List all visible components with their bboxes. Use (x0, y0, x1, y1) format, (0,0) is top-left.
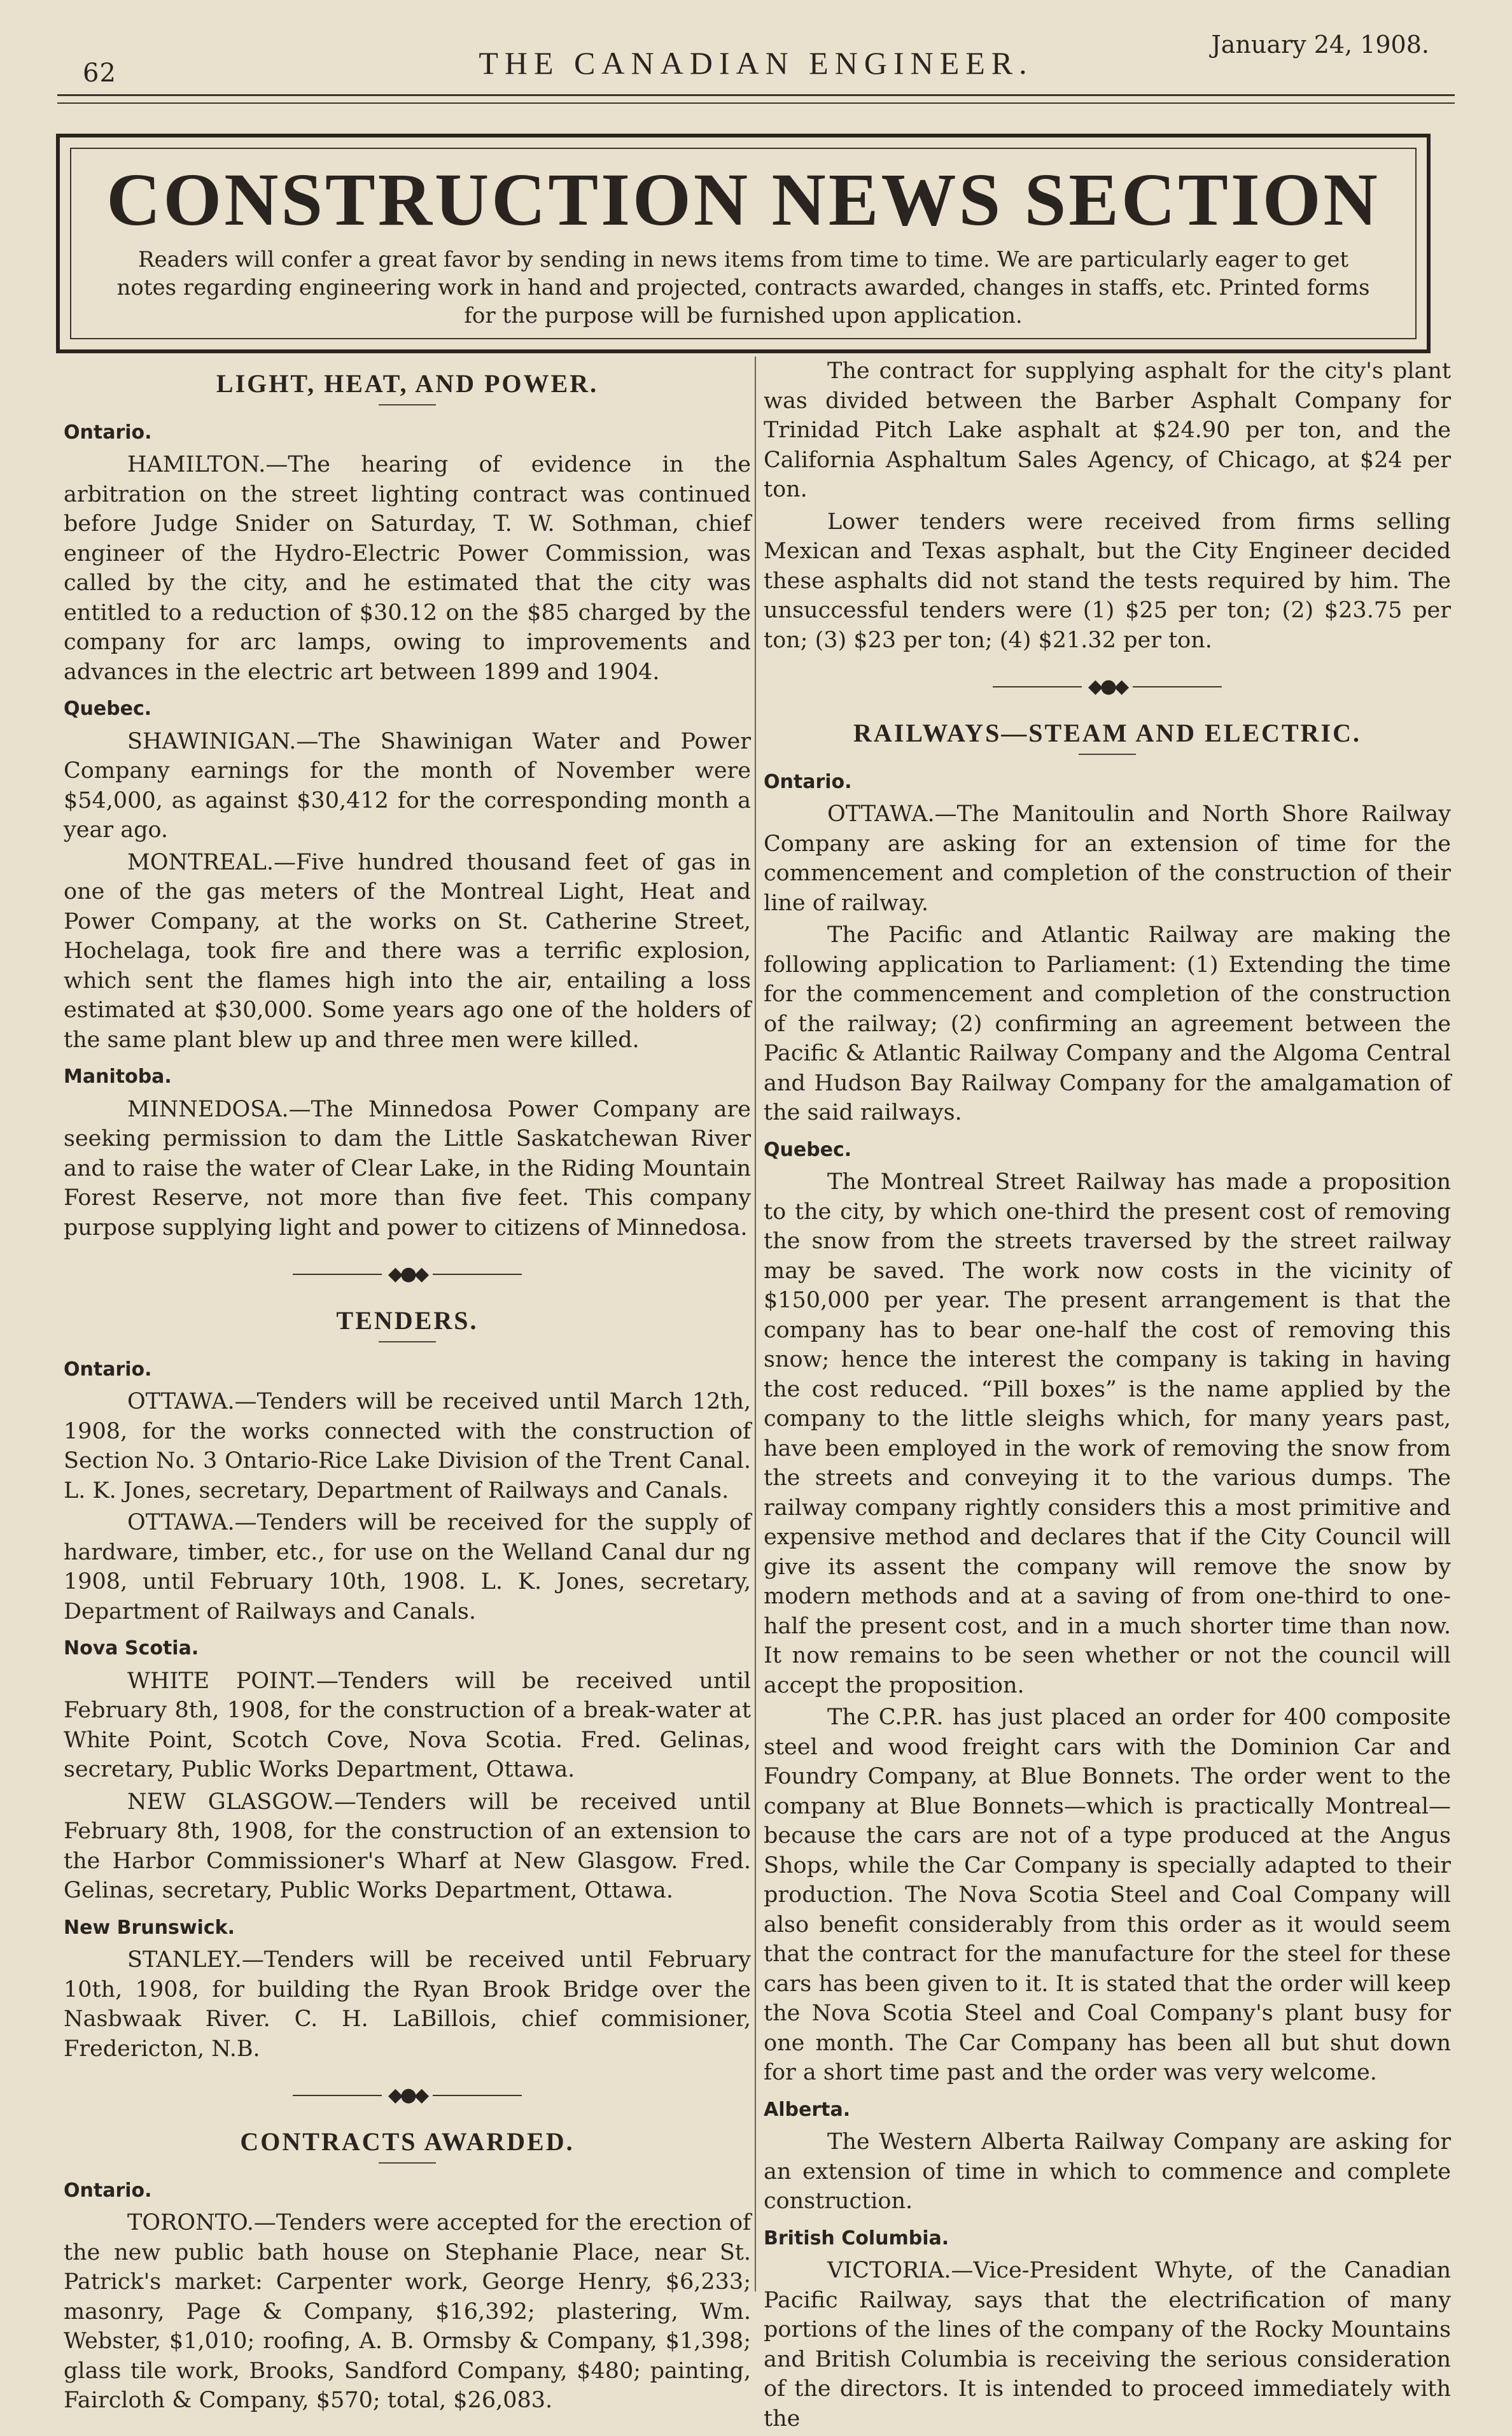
page-number: 62 (83, 59, 116, 88)
item-pacific-atlantic: The Pacific and Atlantic Railway are making the following application to Parliament: (1) Extending the time for the commencement and completion of the construction of the railway; (2) confirming an agreement between the Pacific & Atlantic Railway Company and the Algoma Central and Hudson Bay Railway Company for the amalgamation of the said railways. (764, 922, 1451, 1125)
item-ottawa-manitoulin: OTTAWA.—The Manitoulin and North Shore Railway Company are asking for an extension of time for the commencement and completion of the construction of their line of railway. (764, 801, 1451, 916)
province-label: Ontario. (64, 1358, 152, 1381)
item-hamilton: HAMILTON.—The hearing of evidence in the arbitration on the street lighting contract was continued before Judge Snider on Saturday, T. W. Sothman, chief engineer of the Hydro-Electric Power Commission, was called by the city, and he estimated that the city was entitled to a reduction of $30.12 on the $85 charged by the company for arc lamps, owing to improvements and advances in the electric art between 1899 and 1904. (64, 452, 751, 685)
heading-rule (379, 404, 436, 405)
heading-contracts-awarded: CONTRACTS AWARDED. (240, 2127, 575, 2156)
province-label: Alberta. (764, 2098, 851, 2121)
province-label: Ontario. (764, 770, 852, 793)
journal-title: THE CANADIAN ENGINEER. (479, 45, 1033, 81)
item-ottawa-trent: OTTAWA.—Tenders will be received until March 12th, 1908, for the works connected with the construction of Section No. 3 Ontario-Rice Lake Division of the Trent Canal. L. K. Jones, secretary, Department of Railways and Canals. (64, 1389, 751, 1503)
province-label: Quebec. (64, 698, 152, 720)
item-asphalt-contract: The contract for supplying asphalt for the city's plant was divided between the Barber Asphalt Company for Trinidad Pitch Lake asphalt at $24.90 per ton, and the California Asphaltum Sales Agency, of Chicago, at $24 per ton. (764, 358, 1451, 502)
item-montreal: MONTREAL.—Five hundred thousand feet of gas in one of the gas meters of the Montreal Light, Heat and Power Company, at the works on St. Catherine Street, Hochelaga, took fire and there was a terrific explosion, which sent the flames high into the air, entailing a loss estimated at $30,000. Some years ago one of the holders of the same plant blew up and three men were killed. (64, 849, 751, 1053)
province-label: Ontario. (64, 421, 152, 444)
item-ottawa-welland: OTTAWA.—Tenders will be received for the supply of hardware, timber, etc., for use on the Welland Canal dur ng 1908, until February 10th, 1908. L. K. Jones, secretary, Department of Railways and Canals. (64, 1510, 751, 1624)
heading-rule (379, 1341, 436, 1342)
item-montreal-street-railway: The Montreal Street Railway has made a proposition to the city, by which one-third the present cost of removing the snow from the streets traversed by the street railway may be saved. The work now costs in the vicinity of $150,000 per year. The present arrangement is that the company has to bear one-half the cost of removing this snow; hence the interest the company is taking in having the cost reduced. “Pill boxes” is the name applied by the company to the little sleighs which, for many years past, have been employed in the work of removing the snow from the streets and conveying it to the various dumps. The railway company rightly considers this a most primitive and expensive method and declares that if the City Council will give its assent the company will remove the snow by modern methods and at a saving of from one-third to one-half the present cost, and in a much shorter time than now. It now remains to be seen whether or not the council will accept the proposition. (764, 1169, 1451, 1698)
left-column (64, 356, 751, 2418)
heading-light-heat-power: LIGHT, HEAT, AND POWER. (216, 369, 599, 398)
section-ornament: ◆●◆ (993, 674, 1222, 700)
issue-date: January 24, 1908. (1211, 31, 1429, 59)
section-title: CONSTRUCTION NEWS SECTION (106, 158, 1380, 241)
heading-rule (1079, 754, 1136, 755)
province-label: British Columbia. (764, 2227, 949, 2249)
province-label: Ontario. (64, 2179, 152, 2202)
heading-rule (379, 2162, 436, 2164)
masthead-intro: Readers will confer a great favor by sending in news items from time to time. We are particularly eager to get notes regarding engineering work in hand and projected, contracts awarded, changes in staffs, etc. Printed forms for the purpose will be furnished upon application. (116, 247, 1370, 328)
item-western-alberta: The Western Alberta Railway Company are asking for an extension of time in which to commence and complete construction. (764, 2129, 1451, 2214)
item-new-glasgow: NEW GLASGOW.—Tenders will be received until February 8th, 1908, for the construction of an extension to the Harbor Commissioner's Wharf at New Glasgow. Fred. Gelinas, secretary, Public Works Department, Ottawa. (64, 1789, 751, 1903)
province-label: Quebec. (764, 1138, 852, 1161)
right-column (764, 356, 1451, 2436)
header-rule (57, 94, 1455, 104)
section-ornament: ◆●◆ (293, 1262, 522, 1287)
item-white-point: WHITE POINT.—Tenders will be received until February 8th, 1908, for the construction of a break-water at White Point, Scotch Cove, Nova Scotia. Fred. Gelinas, secretary, Public Works Department, Ottawa. (64, 1668, 751, 1782)
item-toronto: TORONTO.—Tenders were accepted for the erection of the new public bath house on Stephanie Place, near St. Patrick's market: Carpenter work, George Henry, $6,233; masonry, Page & Company, $16,392; plastering, Wm. Webster, $1,010; roofing, A. B. Ormsby & Company, $1,398; glass tile work, Brooks, Sandford Company, $480; painting, Faircloth & Company, $570; total, $26,083. (64, 2210, 751, 2413)
running-header (57, 25, 1455, 88)
item-minnedosa: MINNEDOSA.—The Minnedosa Power Company are seeking permission to dam the Little Saskatchewan River and to raise the water of Clear Lake, in the Riding Mountain Forest Reserve, not more than five feet. This company purpose supplying light and power to citizens of Minnedosa. (64, 1096, 751, 1241)
item-shawinigan: SHAWINIGAN.—The Shawinigan Water and Power Company earnings for the month of November were $54,000, as against $30,412 for the corresponding month a year ago. (64, 728, 751, 843)
province-label: New Brunswick. (64, 1916, 235, 1939)
province-label: Manitoba. (64, 1066, 172, 1088)
item-victoria: VICTORIA.—Vice-President Whyte, of the Canadian Pacific Railway, says that the electrification of many portions of the lines of the company of the Rocky Mountains and British Columbia is receiving the serious consideration of the directors. It is intended to proceed immediately with the (764, 2258, 1451, 2432)
section-ornament: ◆●◆ (293, 2083, 522, 2108)
heading-tenders: TENDERS. (336, 1306, 479, 1335)
item-cpr-order: The C.P.R. has just placed an order for 400 composite steel and wood freight cars with the Dominion Car and Foundry Company, at Blue Bonnets. The order went to the company at Blue Bonnets—which is practically Montreal—because the cars are not of a type produced at the Angus Shops, while the Car Company is specially adapted to their production. The Nova Scotia Steel and Coal Company will also benefit considerably from this order as it would seem that the contract for the manufacture for the steel for these cars has been given to it. It is stated that the order will keep the Nova Scotia Steel and Coal Company's plant busy for one month. The Car Company has been all but shut down for a short time past and the order was very welcome. (764, 1705, 1451, 2085)
column-divider (755, 356, 756, 2292)
item-stanley: STANLEY.—Tenders will be received until February 10th, 1908, for building the Ryan Brook Bridge over the Nasbwaak River. C. H. LaBillois, chief commisioner, Fredericton, N.B. (64, 1947, 751, 2062)
province-label: Nova Scotia. (64, 1637, 199, 1659)
masthead-box (56, 134, 1431, 353)
item-asphalt-tenders: Lower tenders were received from firms selling Mexican and Texas asphalt, but the City Engineer decided these asphalts did not stand the tests required by him. The unsuccessful tenders were (1) $25 per ton; (2) $23.75 per ton; (3) $23 per ton; (4) $21.32 per ton. (764, 509, 1451, 653)
heading-railways: RAILWAYS—STEAM AND ELECTRIC. (853, 719, 1361, 747)
